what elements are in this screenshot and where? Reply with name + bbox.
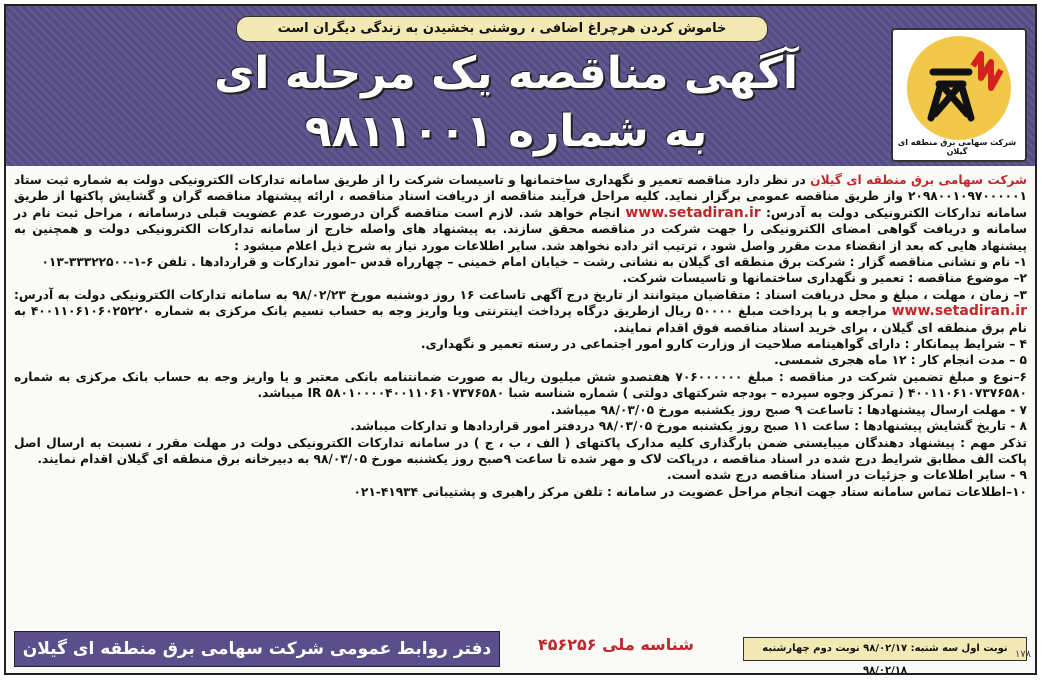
item-4: ۴ – شرایط پیمانکار : دارای گواهینامه صلاحیت از وزارت کارو امور اجتماعی در رسته تعمیر و نگهداری. xyxy=(420,337,1027,352)
national-id: شناسه ملی ۴۵۶۲۵۶ xyxy=(537,635,695,654)
company-name: شرکت سهامی برق منطقه ای گیلان xyxy=(810,173,1027,187)
intro-text-1: در نظر دارد مناقصه تعمیر و نگهداری ساختمانها و تاسیسات شرکت را از طریق سامانه تدارکات الکترونیکی دولت به شماره ثبت ستاد ۲۰۹۸۰۰۱۰۹۷۰۰۰۰۰۱ واز طریق مناقصه عمومی برگزار نماید. کلیه مراحل فرآیند مناقصه از دریافت اسناد مناقصه ، ارائه پیشنهاد مناقصه گران و گشایش پاکتها از طریق سامانه تدارکات الکترونیکی دولت به آدرس: xyxy=(14,173,1027,220)
item-5: ۵ – مدت انجام کار : ۱۲ ماه هجری شمسی. xyxy=(774,353,1027,368)
company-logo xyxy=(891,28,1027,162)
item-1: ۱- نام و نشانی مناقصه گزار : شرکت برق منطقه ای گیلان به نشانی رشت – خیابان امام خمینی – چهارراه قدس –امور تدارکات و قراردادها . تلفن ۶-۱-۳۳۳۲۲۵۰۰-۰۱۳ xyxy=(41,255,1027,270)
tagline: خاموش کردن هرچراغ اضافی ، روشنی بخشیدن به زندگی دیگران است xyxy=(236,16,768,42)
item-7: ۷ - مهلت ارسال پیشنهادها : تاساعت ۹ صبح روز یکشنبه مورخ ۹۸/۰۳/۰۵ میباشد. xyxy=(550,402,1027,417)
ad-frame xyxy=(4,4,1037,675)
logo-circle xyxy=(907,36,1011,140)
setad-link-2[interactable]: www.setadiran.ir xyxy=(891,303,1027,320)
item-2: ۲– موضوع مناقصه : تعمیر و نگهداری ساختمانها و تاسیسات شرکت. xyxy=(622,271,1027,286)
logo-caption: شرکت سهامی برق منطقه ای گیلان xyxy=(897,138,1017,156)
pr-office-label: دفتر روابط عمومی شرکت سهامی برق منطقه ای گیلان xyxy=(14,631,500,667)
item-9: ۹ - سایر اطلاعات و جزئیات در اسناد مناقصه درج شده است. xyxy=(667,468,1027,483)
important-note: تذکر مهم : پیشنهاد دهندگان میبایستی ضمن بارگذاری کلیه مدارک پاکتهای ( الف ، ب ، ج ) در سامانه تدارکات الکترونیکی دولت در مهلت مقرر ، نسبت به ارسال اصل پاکت الف مطابق شرایط درج شده در اسناد مناقصه ، درپاکت لاک و مهر شده تا ساعت ۹صبح روز یکشنبه مورخ ۹۸/۰۳/۰۵ به دبیرخانه برق منطقه ای گیلان اقدام نمایند. xyxy=(14,435,1027,466)
ad-header xyxy=(6,6,1035,166)
item-3-text-b: مراجعه و با پرداخت مبلغ ۵۰۰۰۰ ریال ازطریق درگاه پرداخت اینترنتی ویا واریز وجه به حساب نسیم بانک مرکزی به شماره ۴۰۰۱۱۰۶۱۰۶۰۲۵۲۲۰ به نام برق منطقه ای گیلان ، برای خرید اسناد مناقصه فوق اقدام نمایند. xyxy=(14,304,1027,335)
publish-dates: نوبت اول سه شنبه: ۹۸/۰۲/۱۷ نوبت دوم چهارشنبه ۹۸/۰۲/۱۸ xyxy=(743,637,1027,661)
item-8: ۸ - تاریخ گشایش پیشنهادها : ساعت ۱۱ صبح روز یکشنبه مورخ ۹۸/۰۳/۰۵ دردفتر امور قراردادها و تدارکات میباشد. xyxy=(350,419,1027,434)
item-3 xyxy=(14,287,1027,336)
title-line-1: آگهی مناقصه یک مرحله ای xyxy=(213,48,799,99)
power-tower-icon xyxy=(907,36,1011,140)
ad-body xyxy=(14,172,1027,500)
item-6: ۶–نوع و مبلغ تضمین شرکت در مناقصه : مبلغ ۷۰۶۰۰۰۰۰۰ هفتصدو شش میلیون ریال به صورت ضمانتنامه بانکی معتبر و یا واریز وجه به حساب بانک مرکزی به شماره ۴۰۰۱۱۰۶۱۰۷۳۷۶۵۸۰ ( تمرکز وجوه سپرده – بودجه شرکتهای دولتی ) شماره شناسه شبا IR ۵۸۰۱۰۰۰۰۴۰۰۱۱۰۶۱۰۷۳۷۶۵۸۰ میباشد. xyxy=(14,369,1027,401)
intro-text-2: انجام خواهد شد. لازم است مناقصه گران درصورت عدم عضویت قبلی درسامانه ، مراحل ثبت نام در سامانه و دریافت گواهی امضای الکترونیکی را جهت شرکت در مناقصه محقق سازند. به پیشنهاد های واصله خارج از سامانه تدارکات الکترونیکی دولت و همچنین به پیشنهاد هایی که بعد از انقضاء مدت مقرر واصل شود ، ترتیب اثر داده نخواهد شد. سایر اطلاعات مورد نیاز به شرح ذیل اعلام میشود : xyxy=(14,205,1027,253)
title-line-2: به شماره ۹۸۱۱۰۰۱ xyxy=(304,106,708,157)
setad-link[interactable]: www.setadiran.ir xyxy=(625,204,761,221)
ad-code: ۱۷۸ xyxy=(1015,649,1032,660)
item-3-text-a: ۳– زمان ، مهلت ، مبلغ و محل دریافت اسناد : متقاضیان میتوانند از تاریخ درج آگهی تاساعت ۱۶ روز دوشنبه مورخ ۹۸/۰۲/۲۳ به سامانه تدارکات الکترونیکی دولت به آدرس: xyxy=(14,287,1027,302)
item-10: ۱۰–اطلاعات تماس سامانه ستاد جهت انجام مراحل عضویت در سامانه : تلفن مرکز راهبری و پشتیبانی ۴۱۹۳۴-۰۲۱ xyxy=(353,484,1027,499)
ad-footer xyxy=(6,623,1035,676)
intro-paragraph xyxy=(14,172,1027,254)
